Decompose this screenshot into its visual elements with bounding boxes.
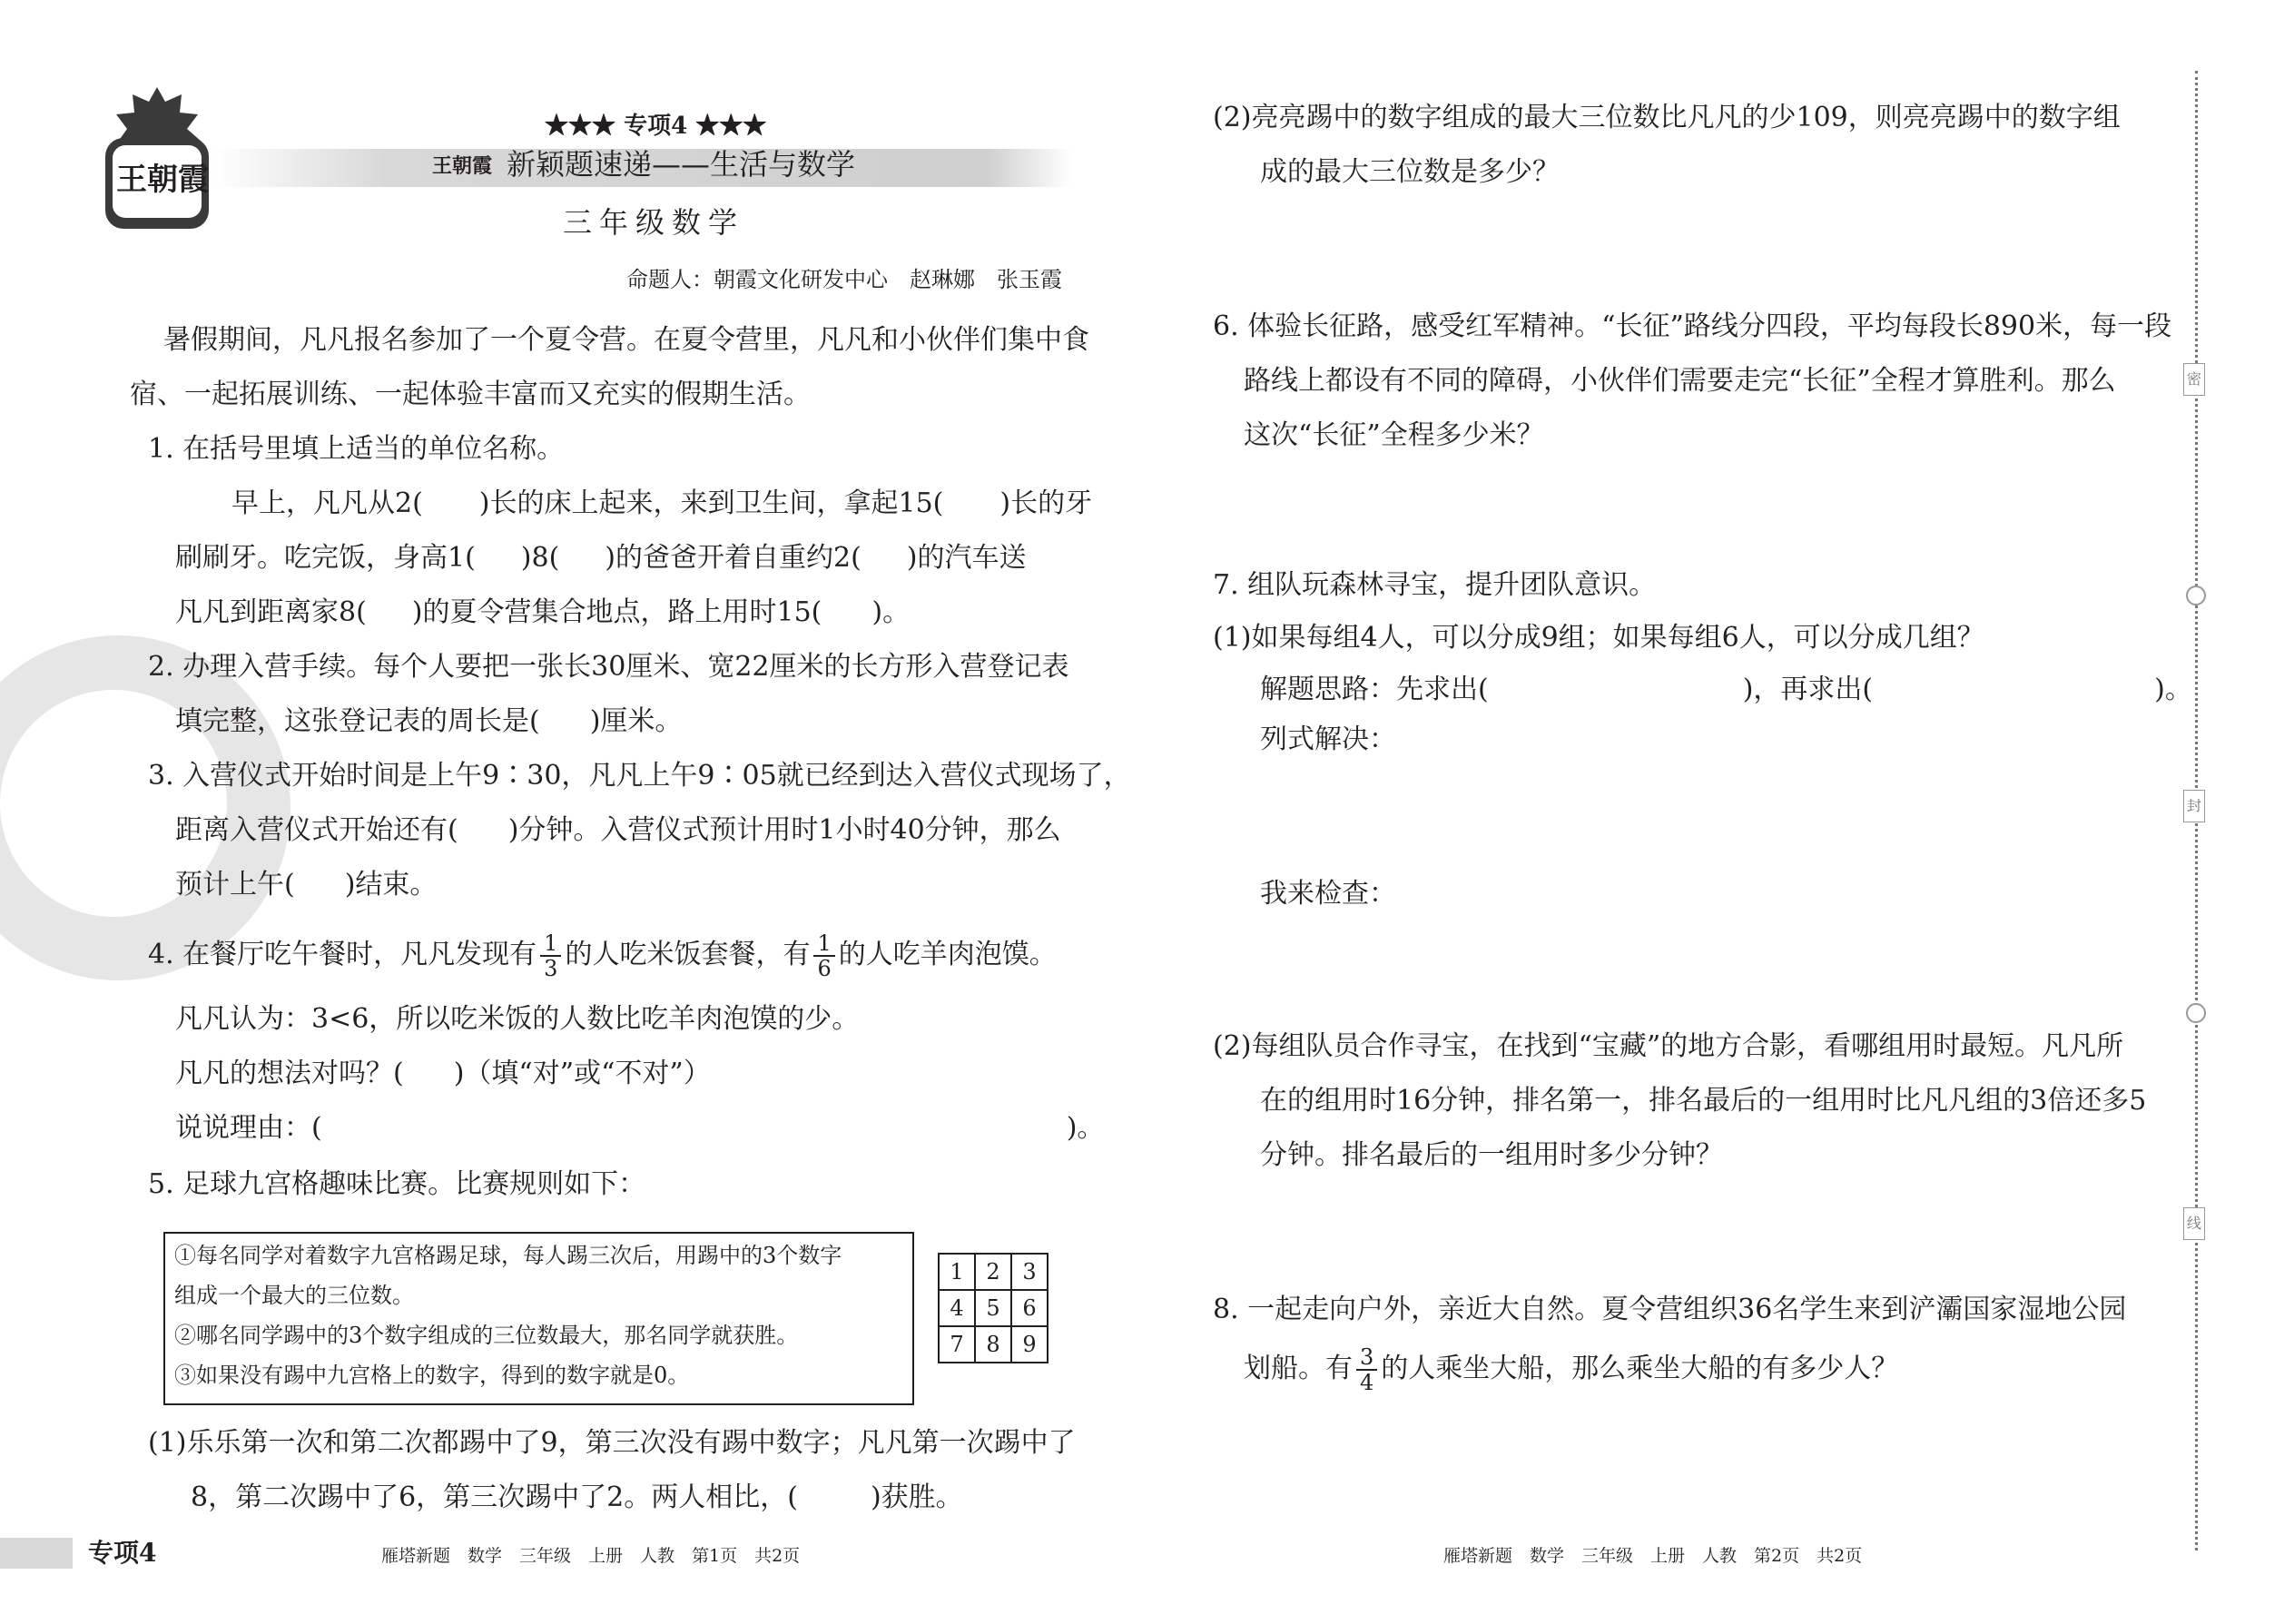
question-1-stem: 1. 在括号里填上适当的单位名称。 <box>148 433 565 465</box>
grid-cell: 5 <box>975 1290 1011 1326</box>
question-5-part2: 成的最大三位数是多少？ <box>1260 156 1560 188</box>
intro-line: 暑假期间，凡凡报名参加了一个夏令营。在夏令营里，凡凡和小伙伴们集中食 <box>163 324 1089 356</box>
grid-cell: 1 <box>939 1254 975 1290</box>
footer-page-info: 雁塔新题 数学 三年级 上册 人教 第1页 共2页 <box>381 1546 801 1566</box>
footer-page-info: 雁塔新题 数学 三年级 上册 人教 第2页 共2页 <box>1443 1546 1863 1566</box>
grid-cell: 7 <box>939 1326 975 1363</box>
rule-line: 组成一个最大的三位数。 <box>174 1283 414 1308</box>
page-title: 新颖题速递——生活与数学 <box>507 147 856 182</box>
authors: 命题人：朝霞文化研发中心 赵琳娜 张玉霞 <box>626 267 1062 292</box>
question-5-part1: 8，第二次踢中了6，第三次踢中了2。两人相比，( )获胜。 <box>191 1481 963 1513</box>
nine-grid <box>938 1253 1049 1363</box>
star-icon: ★★★ <box>545 113 616 140</box>
check-label: 我来检查： <box>1260 878 1396 910</box>
question-1-line: 凡凡到距离家8( )的夏令营集合地点，路上用时15( )。 <box>175 596 911 628</box>
series-brand: 王朝霞 <box>432 154 493 178</box>
binding-hole-icon <box>2186 1003 2206 1023</box>
grid-cell: 8 <box>975 1326 1011 1363</box>
seal-label: 密 <box>2183 363 2205 396</box>
question-8-line: 8. 一起走向户外，亲近大自然。夏令营组织36名学生来到浐灞国家湿地公园 <box>1213 1294 2127 1325</box>
grid-cell: 2 <box>975 1254 1011 1290</box>
seal-label: 封 <box>2183 790 2205 822</box>
question-5-stem: 5. 足球九宫格趣味比赛。比赛规则如下： <box>148 1168 646 1200</box>
question-6-line: 这次“长征”全程多少米？ <box>1244 419 1544 451</box>
question-3-line: 预计上午( )结束。 <box>175 869 438 901</box>
footer-band <box>0 1538 73 1569</box>
question-4-line: 4. 在餐厅吃午餐时，凡凡发现有 $\frac{1}{3}$ 的人吃米饭套餐，有 $\frac{1}{6}$ 的人吃羊肉泡馍。 <box>148 930 1057 981</box>
question-4-line: 说说理由：( )。 <box>175 1112 1105 1144</box>
page-subtitle: 三年级数学 <box>563 205 745 240</box>
question-3-line: 距离入营仪式开始还有( )分钟。入营仪式预计用时1小时40分钟，那么 <box>175 814 1061 846</box>
solution-idea: 解题思路：先求出( )，再求出( )。 <box>1260 674 2192 705</box>
grid-cell: 3 <box>1011 1254 1048 1290</box>
seal-label: 线 <box>2183 1207 2205 1240</box>
star-icon: ★★★ <box>695 113 767 140</box>
footer-topic-tag: 专项4 <box>88 1538 157 1568</box>
question-7-part2: 分钟。排名最后的一组用时多少分钟？ <box>1260 1139 1723 1171</box>
fraction: $\frac{1}{6}$ <box>813 931 834 980</box>
question-7-stem: 7. 组队玩森林寻宝，提升团队意识。 <box>1213 569 1657 601</box>
question-2-line: 填完整，这张登记表的周长是( )厘米。 <box>175 705 683 737</box>
grid-cell: 4 <box>939 1290 975 1326</box>
rule-line: ①每名同学对着数字九宫格踢足球，每人踢三次后，用踢中的3个数字 <box>174 1243 842 1268</box>
brand-logo <box>100 84 214 238</box>
question-6-line: 路线上都设有不同的障碍，小伙伴们需要走完“长征”全程才算胜利。那么 <box>1244 365 2116 397</box>
question-1-line: 刷刷牙。吃完饭，身高1( )8( )的爸爸开着自重约2( )的汽车送 <box>175 542 1027 574</box>
question-7-part2: 在的组用时16分钟，排名第一，排名最后的一组用时比凡凡组的3倍还多5 <box>1260 1085 2147 1117</box>
question-4-line: 凡凡认为：3<6，所以吃米饭的人数比吃羊肉泡馍的少。 <box>175 1003 860 1035</box>
intro-line: 宿、一起拓展训练、一起体验丰富而又充实的假期生活。 <box>130 379 811 410</box>
solve-label: 列式解决： <box>1260 723 1396 755</box>
question-5-part1: (1)乐乐第一次和第二次都踢中了9，第三次没有踢中数字；凡凡第一次踢中了 <box>148 1427 1076 1459</box>
special-topic-label: ★★★ 专项4 ★★★ <box>545 113 767 140</box>
question-3-line: 3. 入营仪式开始时间是上午9∶30，凡凡上午9∶05就已经到达入营仪式现场了， <box>148 760 1131 792</box>
question-7-part2: (2)每组队员合作寻宝，在找到“宝藏”的地方合影，看哪组用时最短。凡凡所 <box>1213 1030 2124 1062</box>
question-5-part2: (2)亮亮踢中的数字组成的最大三位数比凡凡的少109，则亮亮踢中的数字组 <box>1213 102 2121 133</box>
grid-cell: 6 <box>1011 1290 1048 1326</box>
fraction: $\frac{3}{4}$ <box>1356 1345 1377 1394</box>
grid-cell: 9 <box>1011 1326 1048 1363</box>
question-8-line: 划船。有 $\frac{3}{4}$ 的人乘坐大船，那么乘坐大船的有多少人？ <box>1244 1344 1899 1395</box>
fraction: $\frac{1}{3}$ <box>540 931 561 980</box>
question-6-line: 6. 体验长征路，感受红军精神。“长征”路线分四段，平均每段长890米，每一段 <box>1213 310 2172 342</box>
question-4-line: 凡凡的想法对吗？( )（填“对”或“不对”） <box>175 1058 711 1089</box>
binding-hole-icon <box>2186 586 2206 605</box>
question-2-line: 2. 办理入营手续。每个人要把一张长30厘米、宽22厘米的长方形入营登记表 <box>148 651 1069 683</box>
logo-text: 王朝霞 <box>116 162 209 198</box>
rule-line: ③如果没有踢中九宫格上的数字，得到的数字就是0。 <box>174 1363 690 1388</box>
rule-line: ②哪名同学踢中的3个数字组成的三位数最大，那名同学就获胜。 <box>174 1323 799 1348</box>
question-1-line: 早上，凡凡从2( )长的床上起来，来到卫生间，拿起15( )长的牙 <box>231 487 1093 519</box>
question-7-part1: (1)如果每组4人，可以分成9组；如果每组6人，可以分成几组？ <box>1213 622 1984 654</box>
